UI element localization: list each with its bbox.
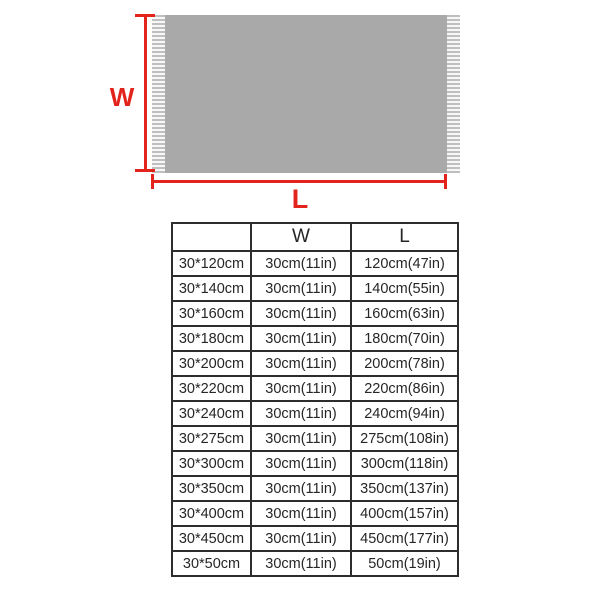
width-cell: 30cm(11in) xyxy=(251,351,351,376)
width-cell: 30cm(11in) xyxy=(251,526,351,551)
table-row xyxy=(172,551,458,576)
fabric-swatch xyxy=(152,15,460,173)
length-cell: 450cm(177in) xyxy=(351,526,458,551)
table-row xyxy=(172,326,458,351)
length-label: L xyxy=(291,184,309,214)
table-row xyxy=(172,276,458,301)
table-row xyxy=(172,401,458,426)
width-cell: 30cm(11in) xyxy=(251,426,351,451)
size-cell: 30*140cm xyxy=(172,276,251,301)
width-label: W xyxy=(109,82,135,112)
width-cell: 30cm(11in) xyxy=(251,551,351,576)
length-cell: 400cm(157in) xyxy=(351,501,458,526)
width-cell: 30cm(11in) xyxy=(251,451,351,476)
length-cell: 50cm(19in) xyxy=(351,551,458,576)
size-table-header-row xyxy=(172,223,458,251)
length-cell: 120cm(47in) xyxy=(351,251,458,276)
size-cell: 30*300cm xyxy=(172,451,251,476)
header-width: W xyxy=(251,223,351,251)
width-cell: 30cm(11in) xyxy=(251,276,351,301)
size-cell: 30*450cm xyxy=(172,526,251,551)
fringe-right xyxy=(447,15,460,173)
header-size xyxy=(172,223,251,251)
width-cell: 30cm(11in) xyxy=(251,501,351,526)
table-row xyxy=(172,476,458,501)
fringe-left xyxy=(152,15,165,173)
size-cell: 30*400cm xyxy=(172,501,251,526)
table-row xyxy=(172,301,458,326)
width-dimension-cap-top xyxy=(135,14,155,17)
size-cell: 30*180cm xyxy=(172,326,251,351)
size-cell: 30*240cm xyxy=(172,401,251,426)
length-cell: 275cm(108in) xyxy=(351,426,458,451)
length-cell: 300cm(118in) xyxy=(351,451,458,476)
table-row xyxy=(172,526,458,551)
length-cell: 220cm(86in) xyxy=(351,376,458,401)
header-length: L xyxy=(351,223,458,251)
size-cell: 30*160cm xyxy=(172,301,251,326)
length-dimension-line xyxy=(152,180,447,183)
table-row xyxy=(172,376,458,401)
table-row xyxy=(172,426,458,451)
length-cell: 180cm(70in) xyxy=(351,326,458,351)
size-table xyxy=(171,222,459,577)
width-cell: 30cm(11in) xyxy=(251,376,351,401)
width-cell: 30cm(11in) xyxy=(251,326,351,351)
width-cell: 30cm(11in) xyxy=(251,251,351,276)
size-cell: 30*275cm xyxy=(172,426,251,451)
length-cell: 350cm(137in) xyxy=(351,476,458,501)
table-row xyxy=(172,501,458,526)
size-cell: 30*50cm xyxy=(172,551,251,576)
length-cell: 240cm(94in) xyxy=(351,401,458,426)
length-dimension-cap-left xyxy=(151,174,154,189)
size-cell: 30*220cm xyxy=(172,376,251,401)
length-cell: 200cm(78in) xyxy=(351,351,458,376)
length-cell: 160cm(63in) xyxy=(351,301,458,326)
size-cell: 30*120cm xyxy=(172,251,251,276)
width-cell: 30cm(11in) xyxy=(251,401,351,426)
size-cell: 30*200cm xyxy=(172,351,251,376)
size-cell: 30*350cm xyxy=(172,476,251,501)
width-cell: 30cm(11in) xyxy=(251,476,351,501)
table-row xyxy=(172,251,458,276)
length-cell: 140cm(55in) xyxy=(351,276,458,301)
width-cell: 30cm(11in) xyxy=(251,301,351,326)
width-dimension-line xyxy=(144,15,147,172)
table-row xyxy=(172,351,458,376)
length-dimension-cap-right xyxy=(444,174,447,189)
table-row xyxy=(172,451,458,476)
width-dimension-cap-bottom xyxy=(135,169,155,172)
